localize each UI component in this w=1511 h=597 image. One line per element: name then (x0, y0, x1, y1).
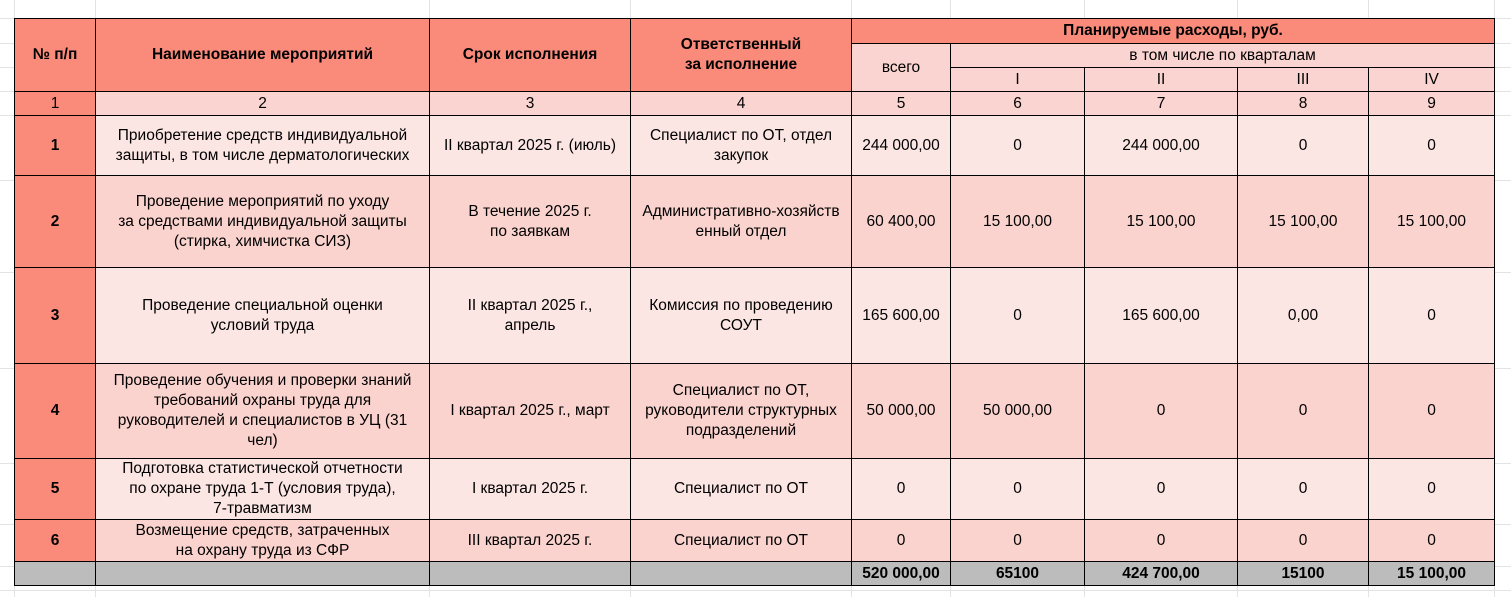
activity-name-line: условий труда (210, 316, 315, 334)
activity-name-line: защиты, в том числе дерматологических (115, 146, 410, 164)
responsible[interactable] (631, 364, 852, 459)
responsible[interactable] (631, 459, 852, 520)
responsible-line: Специалист по ОТ (673, 480, 809, 497)
header-by-quarter[interactable]: в том числе по кварталам (951, 44, 1495, 68)
row-number[interactable]: 1 (15, 116, 96, 176)
responsible-line: СОУТ (720, 316, 762, 334)
totals-q3[interactable]: 15100 (1238, 562, 1369, 586)
activity-name[interactable] (96, 176, 430, 268)
q2-amount[interactable]: 0 (1085, 459, 1238, 520)
responsible-line: закупок (713, 146, 769, 164)
activity-name-line: 7-травматизм (213, 500, 312, 517)
activity-name-line: Проведение специальной оценки (142, 296, 383, 314)
q2-amount[interactable]: 244 000,00 (1085, 116, 1238, 176)
q3-amount[interactable]: 0 (1238, 459, 1369, 520)
responsible-line: Специалист по ОТ, (672, 382, 810, 399)
q4-amount[interactable]: 0 (1369, 364, 1495, 459)
header-name[interactable]: Наименование мероприятий (96, 19, 430, 92)
total-amount[interactable]: 60 400,00 (852, 176, 951, 268)
table-row (15, 176, 1495, 268)
deadline-line: III квартал 2025 г. (467, 531, 593, 549)
q4-amount[interactable]: 0 (1369, 268, 1495, 364)
responsible-line: подразделений (685, 422, 797, 439)
header-quarter-4[interactable]: IV (1369, 68, 1495, 92)
col-number[interactable]: 3 (430, 92, 631, 116)
row-number[interactable]: 5 (15, 459, 96, 520)
deadline[interactable] (430, 116, 631, 176)
col-number[interactable]: 2 (96, 92, 430, 116)
deadline-line: II квартал 2025 г. (июль) (443, 136, 617, 154)
activity-name-line: Приобретение средств индивидуальной (117, 126, 408, 144)
header-total[interactable]: всего (852, 44, 951, 92)
deadline-line: II квартал 2025 г., (467, 296, 593, 314)
q3-amount[interactable]: 15 100,00 (1238, 176, 1369, 268)
q3-amount[interactable]: 0,00 (1238, 268, 1369, 364)
deadline[interactable] (430, 268, 631, 364)
activity-name-line: на охрану труда из СФР (175, 541, 350, 559)
q3-amount[interactable]: 0 (1238, 364, 1369, 459)
row-number[interactable]: 3 (15, 268, 96, 364)
totals-total[interactable]: 520 000,00 (852, 562, 951, 586)
table-row (15, 116, 1495, 176)
col-number[interactable]: 6 (951, 92, 1085, 116)
header-deadline[interactable]: Срок исполнения (430, 19, 631, 92)
q2-amount[interactable]: 0 (1085, 520, 1238, 562)
deadline[interactable] (430, 520, 631, 562)
activity-name-line: Возмещение средств, затраченных (135, 521, 390, 539)
activity-name-line: чел) (247, 432, 278, 449)
deadline-line: I квартал 2025 г., март (450, 402, 610, 419)
total-amount[interactable]: 50 000,00 (852, 364, 951, 459)
responsible[interactable] (631, 176, 852, 268)
activity-name[interactable] (96, 364, 430, 459)
activity-name-line: Проведение мероприятий по уходу (135, 192, 390, 210)
total-amount[interactable]: 0 (852, 459, 951, 520)
col-number[interactable]: 4 (631, 92, 852, 116)
q4-amount[interactable]: 0 (1369, 520, 1495, 562)
totals-row (15, 562, 1495, 586)
total-amount[interactable]: 244 000,00 (852, 116, 951, 176)
totals-q2[interactable]: 424 700,00 (1085, 562, 1238, 586)
q2-amount[interactable]: 165 600,00 (1085, 268, 1238, 364)
responsible-line: руководители структурных (645, 402, 837, 419)
deadline[interactable] (430, 459, 631, 520)
row-number[interactable]: 4 (15, 364, 96, 459)
q4-amount[interactable]: 0 (1369, 459, 1495, 520)
activity-name[interactable] (96, 268, 430, 364)
totals-empty-cell[interactable] (15, 562, 96, 586)
header-planned[interactable]: Планируемые расходы, руб. (852, 19, 1495, 44)
deadline[interactable] (430, 176, 631, 268)
col-number[interactable]: 5 (852, 92, 951, 116)
header-quarter-1[interactable]: I (951, 68, 1085, 92)
plan-table (14, 18, 1495, 586)
deadline-line: по заявкам (489, 222, 571, 240)
row-number[interactable]: 2 (15, 176, 96, 268)
q2-amount[interactable]: 15 100,00 (1085, 176, 1238, 268)
responsible-line: Комиссия по проведению (649, 296, 833, 314)
q4-amount[interactable]: 15 100,00 (1369, 176, 1495, 268)
responsible-line: Специалист по ОТ, отдел (649, 126, 833, 144)
total-amount[interactable]: 0 (852, 520, 951, 562)
activity-name-line: (стирка, химчистка СИЗ) (173, 232, 352, 250)
total-amount[interactable]: 165 600,00 (852, 268, 951, 364)
activity-name[interactable] (96, 520, 430, 562)
totals-empty-cell[interactable] (430, 562, 631, 586)
activity-name-line: руководителей и специалистов в УЦ (31 (117, 412, 408, 429)
q1-amount[interactable]: 0 (951, 268, 1085, 364)
responsible-line: Специалист по ОТ (673, 531, 809, 549)
row-number[interactable]: 6 (15, 520, 96, 562)
q1-amount[interactable]: 0 (951, 520, 1085, 562)
column-number-row (15, 92, 1495, 116)
q1-amount[interactable]: 15 100,00 (951, 176, 1085, 268)
col-number[interactable]: 8 (1238, 92, 1369, 116)
activity-name[interactable] (96, 116, 430, 176)
q4-amount[interactable]: 0 (1369, 116, 1495, 176)
activity-name-line: Проведение обучения и проверки знаний (113, 372, 412, 389)
col-number[interactable]: 9 (1369, 92, 1495, 116)
responsible[interactable] (631, 268, 852, 364)
table-row (15, 459, 1495, 520)
activity-name-line: за средствами индивидуальной защиты (118, 212, 407, 230)
header-responsible[interactable] (631, 19, 852, 92)
totals-empty-cell[interactable] (631, 562, 852, 586)
table-row (15, 520, 1495, 562)
q1-amount[interactable]: 0 (951, 116, 1085, 176)
table-row (15, 364, 1495, 459)
col-number[interactable]: 7 (1085, 92, 1238, 116)
totals-empty-cell[interactable] (96, 562, 430, 586)
deadline-line: апрель (504, 316, 556, 334)
q1-amount[interactable]: 50 000,00 (951, 364, 1085, 459)
activity-name-line: требований охраны труда для (153, 392, 372, 409)
col-number[interactable]: 1 (15, 92, 96, 116)
activity-name[interactable] (96, 459, 430, 520)
deadline-line: I квартал 2025 г. (471, 480, 589, 497)
header-quarter-3[interactable]: III (1238, 68, 1369, 92)
deadline[interactable] (430, 364, 631, 459)
responsible[interactable] (631, 116, 852, 176)
deadline-line: В течение 2025 г. (468, 202, 592, 220)
header-num[interactable]: № п/п (15, 19, 96, 92)
q1-amount[interactable]: 0 (951, 459, 1085, 520)
totals-q1[interactable]: 65100 (951, 562, 1085, 586)
q2-amount[interactable]: 0 (1085, 364, 1238, 459)
q3-amount[interactable]: 0 (1238, 520, 1369, 562)
responsible[interactable] (631, 520, 852, 562)
activity-name-line: Подготовка статистической отчетности (122, 460, 403, 477)
table-row (15, 268, 1495, 364)
activity-name-line: по охране труда 1-Т (условия труда), (129, 480, 396, 497)
totals-q4[interactable]: 15 100,00 (1369, 562, 1495, 586)
responsible-line: енный отдел (695, 222, 787, 240)
header-responsible-line2: за исполнение (684, 56, 798, 73)
responsible-line: Административно-хозяйств (642, 202, 840, 220)
q3-amount[interactable]: 0 (1238, 116, 1369, 176)
header-quarter-2[interactable]: II (1085, 68, 1238, 92)
header-responsible-line1: Ответственный (680, 36, 802, 53)
